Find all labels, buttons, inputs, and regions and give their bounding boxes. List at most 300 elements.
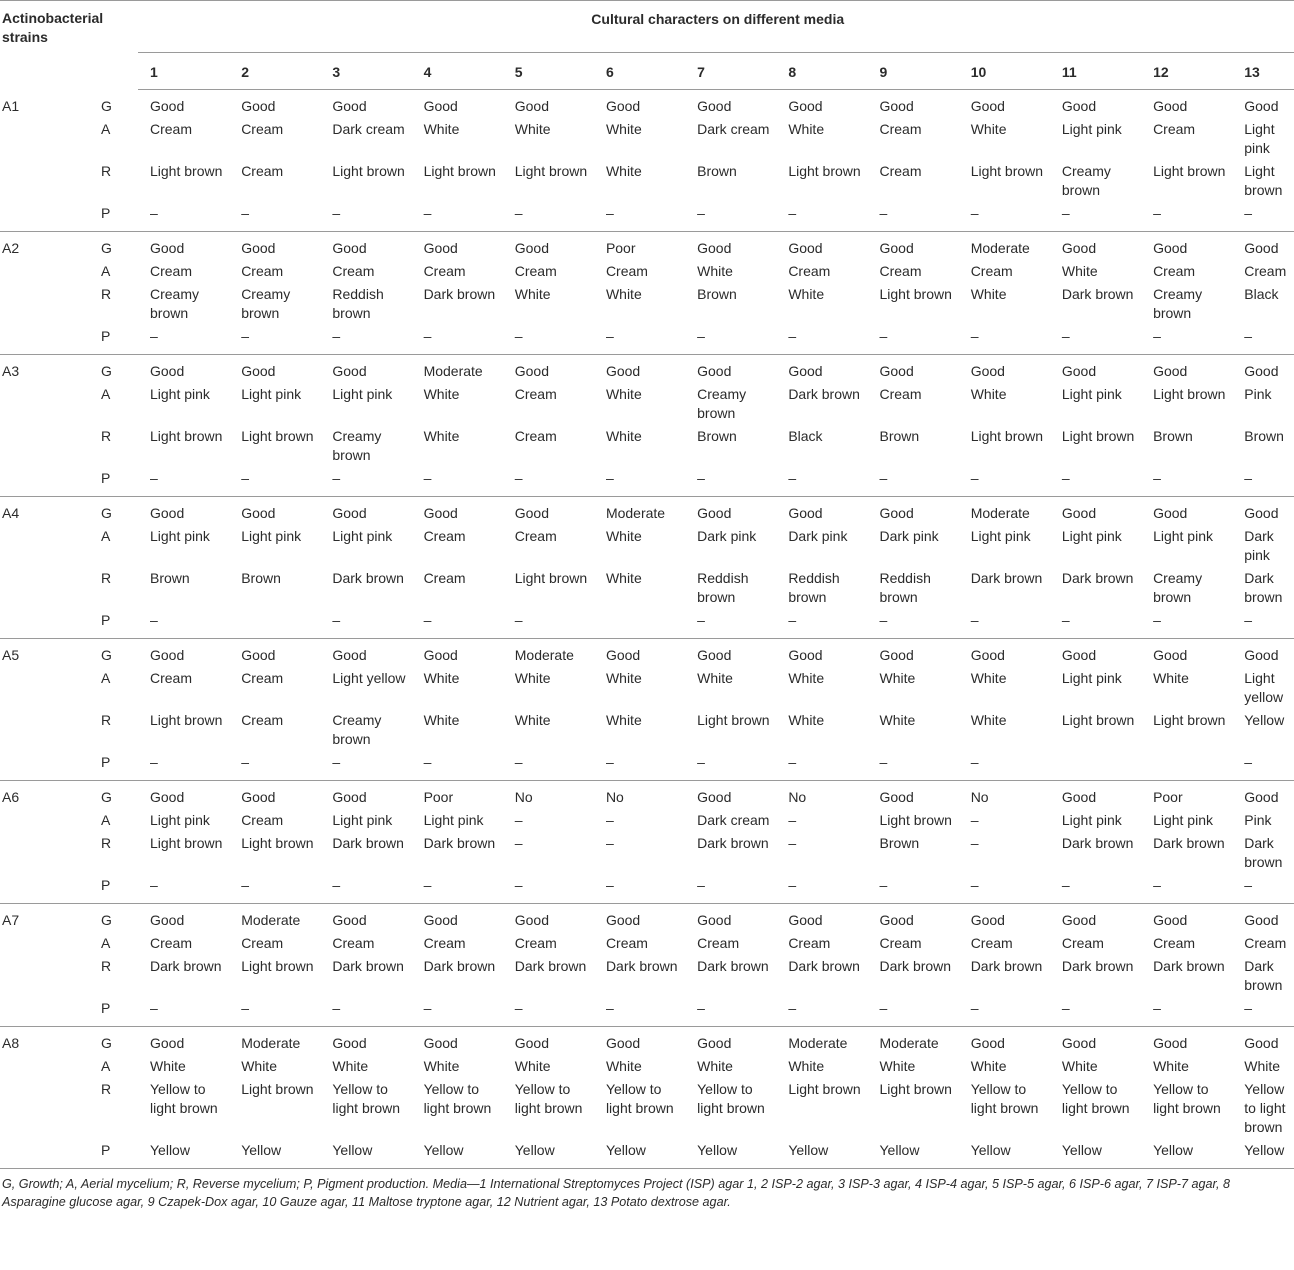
table-cell: Good	[605, 647, 641, 663]
table-cell: Cream	[241, 121, 284, 137]
table-cell: Poor	[605, 240, 636, 256]
table-cell: –	[503, 995, 594, 1027]
table-cell: –	[868, 872, 959, 904]
parameter-label: R	[101, 1081, 112, 1097]
table-cell: Dark brown	[970, 570, 1043, 586]
table-cell: Light brown	[150, 835, 223, 851]
table-cell: –	[959, 200, 1050, 232]
table-row	[0, 872, 1294, 904]
table-cell: White	[605, 712, 642, 728]
table-cell: White	[605, 570, 642, 586]
table-cell: Dark brown	[423, 958, 496, 974]
header-media-number: 11	[1050, 53, 1141, 90]
table-cell: –	[412, 607, 503, 639]
table-cell: Dark brown	[514, 958, 587, 974]
parameter-label: P	[48, 465, 138, 497]
parameter-label: A	[101, 121, 111, 137]
strain-label	[0, 872, 48, 904]
table-cell: Good	[1153, 647, 1188, 663]
table-cell: Good	[879, 647, 914, 663]
strain-label: A8	[2, 1035, 20, 1051]
table-row	[0, 200, 1294, 232]
table-row	[0, 607, 1294, 639]
table-cell: Light pink	[1061, 121, 1122, 137]
parameter-label: P	[48, 995, 138, 1027]
table-cell: –	[138, 323, 229, 355]
table-cell: Brown	[1153, 428, 1193, 444]
table-cell: Light pink	[1153, 812, 1213, 828]
strain-label	[0, 953, 48, 995]
table-cell: Dark brown	[332, 958, 404, 974]
parameter-label: G	[101, 789, 112, 805]
table-cell: White	[423, 1058, 460, 1074]
parameter-label: A	[101, 386, 111, 402]
table-cell: White	[970, 286, 1007, 302]
table-cell: White	[1061, 1058, 1098, 1074]
header-media-number: 10	[959, 53, 1050, 90]
parameter-label: A	[101, 263, 111, 279]
parameter-label: A	[101, 935, 111, 951]
table-cell: Good	[514, 1035, 549, 1051]
table-cell: White	[605, 1058, 642, 1074]
parameter-label: R	[101, 835, 112, 851]
table-cell: –	[412, 749, 503, 781]
table-cell: White	[1244, 1058, 1281, 1074]
strain-label: A6	[2, 789, 20, 805]
header-strains: Actinobacterial strains	[0, 1, 138, 90]
table-cell: Good	[879, 912, 914, 928]
table-cell: Light pink	[150, 528, 210, 544]
parameter-label: G	[101, 97, 112, 114]
table-cell: Good	[970, 363, 1005, 379]
table-cell: Light brown	[879, 286, 952, 302]
table-cell: Cream	[423, 570, 466, 586]
table-cell: Good	[332, 505, 367, 521]
table-cell: Yellow to light brown	[1244, 1081, 1286, 1135]
header-row-top	[0, 1, 1294, 53]
table-cell: –	[685, 607, 776, 639]
table-cell: Good	[1244, 912, 1279, 928]
table-cell: White	[605, 670, 642, 686]
table-cell: Good	[514, 505, 549, 521]
header-media-number: 2	[229, 53, 320, 90]
table-cell: Moderate	[423, 363, 483, 379]
table-cell: Good	[1061, 1035, 1097, 1051]
table-cell: –	[503, 465, 594, 497]
table-row	[0, 1137, 1294, 1169]
header-media-number: 5	[503, 53, 594, 90]
strain-label	[0, 465, 48, 497]
table-cell: –	[514, 835, 523, 851]
table-cell: Light brown	[788, 1081, 861, 1097]
table-cell	[229, 607, 320, 639]
table-cell: Creamy brown	[1153, 286, 1203, 321]
table-cell: Light pink	[150, 812, 210, 828]
table-cell: Pink	[1244, 386, 1272, 402]
table-cell: Light brown	[241, 835, 314, 851]
table-cell: Yellow	[1050, 1137, 1141, 1169]
table-cell: –	[138, 465, 229, 497]
table-cell: Dark brown	[1244, 958, 1283, 993]
table-cell: –	[605, 835, 614, 851]
table-cell: Good	[970, 647, 1005, 663]
table-cell: White	[332, 1058, 369, 1074]
table-cell: Good	[697, 912, 732, 928]
parameter-label: A	[101, 1058, 111, 1074]
table-cell: –	[868, 995, 959, 1027]
table-cell: –	[959, 323, 1050, 355]
table-row	[0, 90, 1294, 117]
table-row	[0, 523, 1294, 565]
table-cell: Yellow	[229, 1137, 320, 1169]
table-cell: –	[1232, 200, 1294, 232]
table-cell: Good	[788, 647, 823, 663]
table-cell: Good	[332, 647, 367, 663]
table-cell: –	[1141, 200, 1232, 232]
table-row	[0, 116, 1294, 158]
table-cell: Brown	[150, 570, 190, 586]
table-cell: Good	[150, 789, 185, 805]
table-cell: Cream	[970, 263, 1013, 279]
table-cell: White	[514, 1058, 551, 1074]
table-cell: Good	[332, 1035, 367, 1051]
table-cell: Yellow	[1141, 1137, 1232, 1169]
table-cell: –	[685, 323, 776, 355]
table-cell: –	[970, 812, 979, 828]
table-cell: Good	[697, 363, 732, 379]
table-cell: Cream	[788, 263, 831, 279]
table-cell: Yellow	[959, 1137, 1050, 1169]
strain-label: A4	[2, 505, 20, 521]
parameter-label: P	[48, 1137, 138, 1169]
table-cell: –	[959, 995, 1050, 1027]
strain-label	[0, 830, 48, 872]
table-cell: Good	[879, 789, 914, 805]
table-cell: Dark cream	[697, 812, 770, 828]
table-cell: White	[788, 286, 825, 302]
strain-label	[0, 1076, 48, 1137]
strain-label: A3	[2, 363, 20, 379]
strain-label	[0, 323, 48, 355]
table-cell: –	[1232, 607, 1294, 639]
table-cell: –	[503, 200, 594, 232]
table-cell: Good	[788, 363, 823, 379]
table-cell: White	[879, 670, 916, 686]
table-cell: Dark cream	[332, 121, 405, 137]
strain-label	[0, 995, 48, 1027]
table-cell: Cream	[788, 935, 831, 951]
table-cell: Cream	[150, 935, 193, 951]
table-row	[0, 830, 1294, 872]
table-cell: Dark brown	[970, 958, 1043, 974]
table-cell: Reddish brown	[332, 286, 384, 321]
table-cell: Good	[332, 240, 367, 256]
table-cell: Good	[423, 98, 458, 114]
parameter-label: A	[101, 528, 111, 544]
table-cell: –	[320, 200, 411, 232]
table-cell: White	[970, 712, 1007, 728]
table-cell: Brown	[879, 835, 920, 851]
table-cell: Creamy brown	[1061, 163, 1111, 198]
table-cell: Cream	[241, 670, 284, 686]
header-media-number: 1	[138, 53, 229, 90]
table-cell: –	[685, 872, 776, 904]
table-cell: –	[594, 200, 685, 232]
table-cell: Dark pink	[788, 528, 848, 544]
table-cell: Yellow to light brown	[332, 1081, 401, 1116]
table-cell: Light brown	[970, 163, 1044, 179]
table-cell: –	[1050, 995, 1141, 1027]
table-cell: Light brown	[879, 812, 952, 828]
header-media-number: 12	[1141, 53, 1232, 90]
header-media-span: Cultural characters on different media	[138, 1, 1294, 53]
table-cell: Light brown	[788, 163, 861, 179]
table-cell: Reddish brown	[788, 570, 840, 605]
table-cell: Dark brown	[1061, 286, 1134, 302]
table-cell: Cream	[332, 263, 375, 279]
table-cell: White	[970, 121, 1007, 137]
table-cell: Dark brown	[423, 835, 496, 851]
table-cell: Good	[788, 505, 823, 521]
table-footnote: G, Growth; A, Aerial mycelium; R, Reverse mycelium; P, Pigment production. Media—1 International Streptomyces Project (ISP) agar 1, 2 ISP-2 agar, 3 ISP-3 agar, 4 ISP-4 agar, 5 ISP-5 agar, 6 ISP-6 agar, 7 ISP-7 agar, 8 Asparagine glucose agar, 9 Czapek-Dox agar, 10 Gauze agar, 11 Maltose tryptone agar, 12 Nutrient agar, 13 Potato dextrose agar.	[2, 1177, 1230, 1209]
table-cell: –	[594, 872, 685, 904]
table-cell: –	[776, 200, 867, 232]
table-row	[0, 355, 1294, 382]
table-cell: –	[229, 995, 320, 1027]
table-cell: Good	[788, 912, 823, 928]
table-cell: Dark brown	[788, 386, 860, 402]
table-row	[0, 1027, 1294, 1054]
table-cell: –	[138, 200, 229, 232]
table-cell: Creamy brown	[697, 386, 747, 421]
table-cell: Cream	[241, 935, 284, 951]
table-cell: –	[138, 872, 229, 904]
strain-label	[0, 381, 48, 423]
table-cell: Yellow	[776, 1137, 867, 1169]
table-cell: Light brown	[241, 958, 314, 974]
table-cell: –	[594, 749, 685, 781]
table-row	[0, 465, 1294, 497]
table-cell: –	[970, 835, 979, 851]
parameter-label: P	[48, 200, 138, 232]
table-cell: –	[594, 323, 685, 355]
table-cell: Light brown	[241, 428, 314, 444]
table-cell: –	[1141, 323, 1232, 355]
parameter-label: R	[101, 958, 112, 974]
table-cell: –	[1232, 749, 1294, 781]
table-cell: –	[1141, 872, 1232, 904]
table-cell: Light pink	[423, 812, 484, 828]
table-cell: Light pink	[1061, 812, 1122, 828]
table-cell: Brown	[697, 286, 737, 302]
table-cell: Moderate	[514, 647, 574, 663]
table-cell: White	[423, 428, 460, 444]
table-row	[0, 749, 1294, 781]
table-cell: –	[868, 749, 959, 781]
table-cell: Light pink	[1244, 121, 1275, 156]
table-cell: Light pink	[241, 528, 302, 544]
table-cell: –	[776, 465, 867, 497]
table-row	[0, 232, 1294, 259]
table-cell: –	[788, 812, 797, 828]
table-cell: Dark brown	[788, 958, 860, 974]
table-cell: Cream	[879, 935, 922, 951]
table-cell: Good	[879, 98, 914, 114]
table-cell: –	[776, 749, 867, 781]
table-cell: Poor	[1153, 789, 1183, 805]
table-cell: Light pink	[1061, 528, 1122, 544]
table-cell: Light brown	[1061, 428, 1135, 444]
table-cell: Moderate	[970, 240, 1030, 256]
table-cell: White	[605, 386, 642, 402]
table-cell: Light brown	[697, 712, 770, 728]
table-cell: Good	[605, 912, 641, 928]
table-cell: –	[776, 872, 867, 904]
table-cell	[1141, 749, 1232, 781]
parameter-label: G	[101, 505, 112, 521]
table-cell: Cream	[332, 935, 375, 951]
table-cell: –	[1232, 465, 1294, 497]
table-cell: Brown	[697, 163, 737, 179]
table-cell: Dark brown	[1061, 570, 1134, 586]
strain-label	[0, 707, 48, 749]
table-cell: White	[970, 670, 1007, 686]
table-cell: Good	[423, 647, 458, 663]
table-cell: –	[685, 749, 776, 781]
table-cell: Good	[1153, 98, 1188, 114]
table-row	[0, 665, 1294, 707]
table-cell: –	[320, 749, 411, 781]
table-cell: Good	[697, 505, 732, 521]
strain-label	[0, 1137, 48, 1169]
strain-label	[0, 565, 48, 607]
strain-label	[0, 423, 48, 465]
table-cell: Good	[1244, 98, 1279, 114]
table-cell: Good	[1244, 240, 1279, 256]
table-cell: Good	[1244, 505, 1279, 521]
table-cell: Good	[970, 1035, 1005, 1051]
table-cell: Cream	[879, 263, 922, 279]
table-cell: –	[1232, 872, 1294, 904]
table-cell: Good	[605, 98, 641, 114]
table-cell: White	[970, 386, 1007, 402]
table-cell: Good	[1153, 1035, 1188, 1051]
table-row	[0, 497, 1294, 524]
table-cell: Light pink	[241, 386, 302, 402]
table-cell: –	[412, 200, 503, 232]
table-cell: Dark brown	[332, 835, 404, 851]
parameter-label: A	[101, 670, 111, 686]
table-cell: Dark brown	[1244, 835, 1283, 870]
table-cell: Good	[697, 1035, 732, 1051]
table-cell: Good	[150, 647, 185, 663]
table-cell: Good	[241, 505, 276, 521]
table-cell: Good	[697, 647, 732, 663]
table-cell: –	[685, 465, 776, 497]
table-cell: White	[423, 121, 460, 137]
parameter-label: P	[48, 749, 138, 781]
table-cell: –	[1232, 995, 1294, 1027]
table-cell: Black	[1244, 286, 1279, 302]
table-cell: –	[594, 465, 685, 497]
table-cell: Yellow	[685, 1137, 776, 1169]
header-row-media-numbers	[0, 53, 1294, 90]
table-cell: Good	[423, 912, 458, 928]
table-cell: Light brown	[241, 1081, 314, 1097]
table-cell: Light brown	[150, 428, 223, 444]
table-cell: Good	[1244, 1035, 1279, 1051]
table-cell: No	[970, 789, 989, 805]
table-cell: Light pink	[1153, 528, 1213, 544]
table-cell: Good	[150, 240, 185, 256]
table-cell: Good	[150, 912, 185, 928]
table-cell: Cream	[1153, 121, 1196, 137]
table-cell: Good	[514, 363, 549, 379]
table-cell: Light brown	[1061, 712, 1135, 728]
table-cell: White	[605, 528, 642, 544]
table-cell: Good	[788, 98, 823, 114]
table-cell: Cream	[423, 935, 466, 951]
table-cell: White	[605, 163, 642, 179]
table-row	[0, 904, 1294, 931]
table-cell: White	[697, 263, 733, 279]
table-cell: Dark pink	[1244, 528, 1274, 563]
table-cell: Good	[332, 789, 367, 805]
table-cell: –	[868, 200, 959, 232]
table-cell: Good	[605, 1035, 641, 1051]
table-cell: Good	[879, 240, 914, 256]
table-cell: Light brown	[332, 163, 405, 179]
table-row	[0, 323, 1294, 355]
table-cell: White	[1153, 670, 1189, 686]
table-cell: Yellow	[1244, 712, 1285, 728]
table-cell: No	[605, 789, 624, 805]
table-row	[0, 158, 1294, 200]
table-cell: –	[959, 465, 1050, 497]
table-cell: Light brown	[1244, 163, 1283, 198]
table-cell: Cream	[423, 528, 466, 544]
header-media-number: 3	[320, 53, 411, 90]
header-media-number: 6	[594, 53, 685, 90]
table-cell: Good	[150, 98, 185, 114]
table-cell: White	[150, 1058, 186, 1074]
table-cell: –	[685, 200, 776, 232]
table-cell: Good	[1061, 789, 1097, 805]
parameter-label: R	[101, 428, 112, 444]
table-cell	[1050, 749, 1141, 781]
table-row	[0, 781, 1294, 808]
table-cell: Black	[788, 428, 823, 444]
table-cell: –	[229, 323, 320, 355]
table-cell: Cream	[241, 712, 284, 728]
table-cell: –	[1050, 872, 1141, 904]
table-cell: Light brown	[1153, 386, 1226, 402]
parameter-label: P	[48, 607, 138, 639]
strain-label	[0, 749, 48, 781]
table-cell: –	[503, 749, 594, 781]
table-cell: Yellow	[138, 1137, 229, 1169]
table-cell: Light brown	[1153, 712, 1226, 728]
table-cell: White	[605, 428, 642, 444]
table-cell: –	[1141, 465, 1232, 497]
table-cell: –	[138, 995, 229, 1027]
table-row	[0, 281, 1294, 323]
parameter-label: P	[48, 872, 138, 904]
table-cell: Light brown	[423, 163, 496, 179]
table-cell: Yellow to light brown	[514, 1081, 583, 1116]
table-cell: Good	[241, 647, 276, 663]
table-cell: –	[605, 812, 614, 828]
